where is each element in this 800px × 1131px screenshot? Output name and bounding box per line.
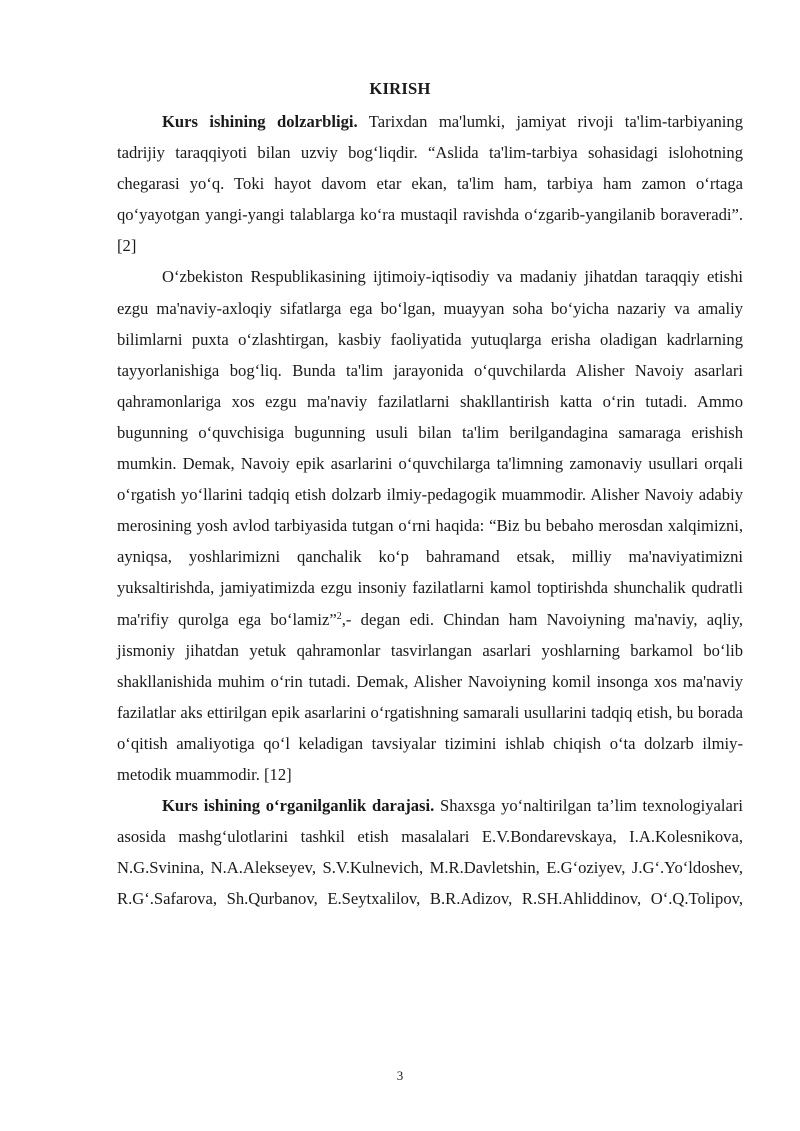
paragraph-text-organilganlik: Shaxsga yo‘naltirilgan ta’lim texnologiyalari asosida mashg‘ulotlarini tashkil etish masalalari E.V.Bondarevskaya, I.A.Kolesnikova, N.G.Svinina, N.A.Alekseyev, S.V.Kulnevich, M.R.Davletshin, E.G‘oziyev, J.G‘.Yo‘ldoshev, R.G‘.Safarova, Sh.Qurbanov, E.Seytxalilov, B.R.Adizov, R.SH.Ahliddinov, O‘.Q.Tolipov,: [117, 796, 743, 909]
paragraph-text-uzbekistan-part2: ,- degan edi. Chindan ham Navoiyning ma'naviy, aqliy, jismoniy jihatdan yetuk qahramonlar tasvirlangan asarlari yoshlarning barkamol bo‘lib shakllanishida muhim o‘rin tutadi. Demak, Alisher Navoiyning komil insonga xos ma'naviy fazilatlar aks ettirilgan epik asarlarini o‘rgatishning samarali usullarini tadqiq etish, bu borada o‘qitish amaliyotiga qo‘l keladigan tavsiyalar tizimini ishlab chiqish o‘ta dolzarb ilmiy-metodik muammodir. [12]: [117, 609, 743, 784]
paragraph-text-dolzarblik: Tarixdan ma'lumki, jamiyat rivoji ta'lim-tarbiyaning tadrijiy taraqqiyoti bilan uzviy bog‘liqdir. “Aslida ta'lim-tarbiya sohasidagi islohotning chegarasi yo‘q. Toki hayot davom etar ekan, ta'lim ham, tarbiya ham zamon o‘rtaga qo‘yayotgan yangi-yangi talablarga ko‘ra mustaqil ravishda o‘zgarib-yangilanib boraveradi”.[2]: [117, 112, 743, 256]
footnote-reference: 2: [336, 610, 342, 622]
paragraph-organilganlik: [117, 790, 743, 914]
section-heading-organilganlik: Kurs ishining o‘rganilganlik darajasi.: [162, 796, 435, 816]
paragraph-dolzarblik: [117, 106, 743, 261]
page-title: KIRISH: [369, 79, 431, 98]
page-number: 3: [396, 1068, 404, 1083]
paragraph-uzbekistan: [117, 261, 743, 790]
paragraph-text-uzbekistan-part1: O‘zbekiston Respublikasining ijtimoiy-iqtisodiy va madaniy jihatdan taraqqiy etishi ezgu ma'naviy-axloqiy sifatlarga ega bo‘lgan, muayyan soha bo‘yicha nazariy va amaliy bilimlarni puxta o‘zlashtirgan, kasbiy faoliyatida yutuqlarga erisha oladigan kadrlarning tayyorlanishiga bog‘liq. Bunda ta'lim jarayonida o‘quvchilarda Alisher Navoiy asarlari qahramonlariga xos ezgu ma'naviy fazilatlarni shakllantirish katta o‘rin tutadi. Ammo bugunning o‘quvchisiga bugunning usuli bilan ta'lim berilgandagina samaraga erishish mumkin. Demak, Navoiy epik asarlarini o‘quvchilarga ta'limning zamonaviy usullari orqali o‘rgatish yo‘llarini tadqiq etish dolzarb ilmiy-pedagogik muammodir. Alisher Navoiy adabiy merosining yosh avlod tarbiyasida tutgan o‘rni haqida: “Biz bu bebaho merosdan xalqimizni, ayniqsa, yoshlarimizni qanchalik ko‘p bahramand etsak, milliy ma'naviyatimizni yuksaltirishda, jamiyatimizda ezgu insoniy fazilatlarni kamol toptirishda shunchalik qudratli ma'rifiy qurolga ega bo‘lamiz”: [117, 267, 743, 629]
document-body: [117, 106, 743, 914]
section-heading-dolzarblik: Kurs ishining dolzarbligi.: [162, 112, 358, 131]
